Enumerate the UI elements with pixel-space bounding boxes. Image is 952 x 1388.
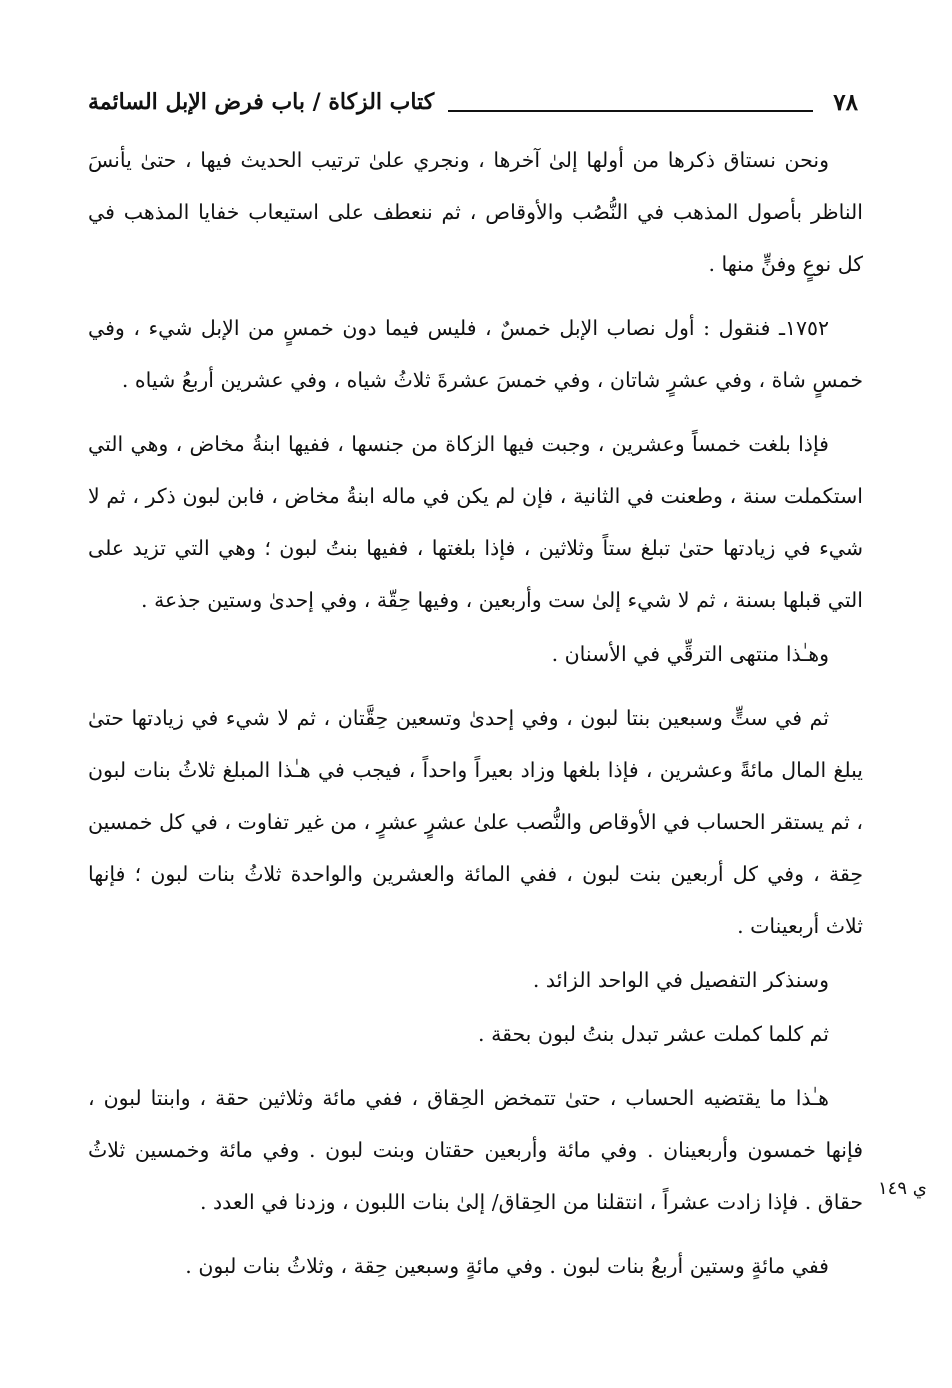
- paragraph-ages-limit: وهـٰذا منتهى الترقِّي في الأسنان .: [551, 642, 829, 666]
- paragraph-twenty-five: فإذا بلغت خمساً وعشرين ، وجبت فيها الزكاة من جنسها ، ففيها ابنةُ مخاض ، وهي التي استكملت سنة ، وطعنت في الثانية ، فإن لم يكن في ماله ابنةُ مخاض ، فابن لبون ذكر ، ثم لا شيء في زيادتها حتىٰ تبلغ ستاً وثلاثين ، فإذا بلغتها ، ففيها بنتُ لبون ؛ وهي التي تزيد على التي قبلها بسنة ، ثم لا شيء إلىٰ ست وأربعين ، وفيها حِقّة ، وفي إحدىٰ وستين جذعة .: [88, 432, 863, 612]
- paragraph-hiqaq: هـٰذا ما يقتضيه الحساب ، حتىٰ تتمخض الحِقاق ، ففي مائة وثلاثين حقة ، وابنتا لبون ، فإنها خمسون وأربعينان . وفي مائة وأربعين حقتان وبنت لبون . وفي مائة وخمسين ثلاثُ حقاق . فإذا زادت عشراً ، انتقلنا من الحِقاق/ إلىٰ بنات اللبون ، وزدنا في العدد .: [88, 1086, 863, 1214]
- page-header: [88, 82, 858, 122]
- paragraph-detail-note: وسنذكر التفصيل في الواحد الزائد .: [532, 968, 829, 992]
- running-title: كتاب الزكاة / باب فرض الإبل السائمة: [88, 89, 435, 115]
- paragraph-seventy-six: ثم في ستٍّ وسبعين بنتا لبون ، وفي إحدىٰ وتسعين حِقَّتان ، ثم لا شيء في زيادتها حتىٰ يبلغ المال مائةً وعشرين ، فإذا بلغها وزاد بعيراً واحداً ، فيجب في هـٰذا المبلغ ثلاثُ بنات لبون ، ثم يستقر الحساب في الأوقاص والنُّصب علىٰ عشرٍ عشرٍ ، من غير تفاوت ، في كل خمسين حِقة ، وفي كل أربعين بنت لبون ، ففي المائة والعشرين والواحدة ثلاثُ بنات لبون ؛ فإنها ثلاث أربعينات .: [88, 706, 863, 938]
- paragraph-intro: ونحن نستاق ذكرها من أولها إلىٰ آخرها ، ونجري علىٰ ترتيب الحديث فيها ، حتىٰ يأنسَ الناظر بأصول المذهب في النُّصُب والأوقاص ، ثم ننعطف على استيعاب خفايا المذهب في كل نوعٍ وفنٍّ منها .: [88, 148, 863, 276]
- margin-manuscript-ref: ي ١٤٩: [878, 1178, 927, 1199]
- paragraph-1752: ١٧٥٢ـ فنقول : أول نصاب الإبل خمسٌ ، فليس فيما دون خمسٍ من الإبل شيء ، وفي خمسٍ شاة ، وفي عشرٍ شاتان ، وفي خمسَ عشرةَ ثلاثُ شياه ، وفي عشرين أربعُ شياه .: [88, 316, 863, 392]
- page-number: ٧٨: [833, 88, 858, 116]
- paragraph-ten-exchange: ثم كلما كملت عشر تبدل بنتُ لبون بحقة .: [478, 1022, 829, 1046]
- body-text: [88, 134, 863, 1304]
- header-rule: [448, 110, 813, 112]
- paragraph-one-sixty: ففي مائةٍ وستين أربعُ بنات لبون . وفي مائةٍ وسبعين حِقة ، وثلاثُ بنات لبون .: [185, 1254, 829, 1278]
